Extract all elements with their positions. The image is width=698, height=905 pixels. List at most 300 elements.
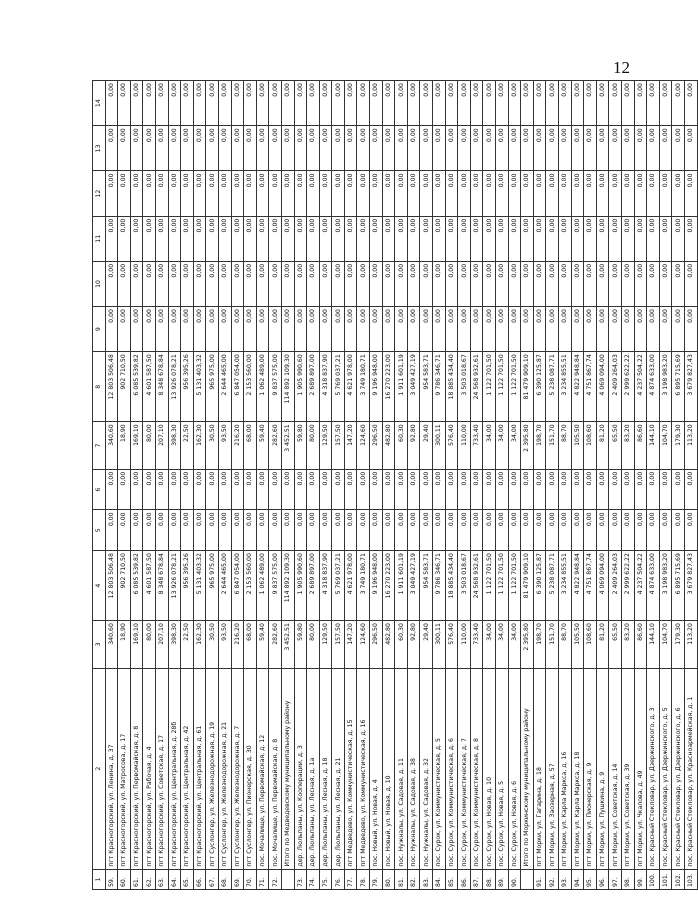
table-row [672,81,685,890]
column-number: 1 [93,869,106,889]
cell-c10: 0,00 [294,261,307,306]
cell-c4: 6 895 715,69 [672,551,685,621]
cell-c13: 0,00 [155,126,168,171]
cell-c12: 0,00 [634,171,647,216]
cell-no: 100. [647,869,660,889]
cell-c12: 0,00 [269,171,282,216]
cell-c14: 0,00 [181,81,194,126]
cell-c13: 0,00 [193,126,206,171]
cell-c11: 0,00 [344,216,357,261]
cell-address: пос. Нужналы, ул. Садовая, д. 32 [420,668,433,869]
cell-c6: 0,00 [647,469,660,510]
cell-c5: 0,00 [647,510,660,551]
cell-c9: 0,00 [584,307,597,352]
cell-c5: 0,00 [281,510,294,551]
cell-c9: 0,00 [105,307,118,352]
cell-c4: 2 689 897,00 [307,551,320,621]
cell-no: 61. [130,869,143,889]
table-row [584,81,597,890]
table-row [684,81,697,890]
cell-c3: 92,80 [407,621,420,668]
cell-c7: 108,60 [584,422,597,469]
cell-c14: 0,00 [332,81,345,126]
cell-address: пгт Морки, ул. Чкалова, д. 49 [634,668,647,869]
cell-c13: 0,00 [357,126,370,171]
cell-no: 78. [357,869,370,889]
cell-address: пос. Сурок, ул. Коммунистическая, д. 7 [458,668,471,869]
cell-c13: 0,00 [130,126,143,171]
cell-c4: 1 911 601,19 [395,551,408,621]
cell-c8: 6 085 539,82 [130,352,143,422]
cell-address: пгт Морки, ул. Гагарина, д. 18 [533,668,546,869]
cell-c6: 0,00 [395,469,408,510]
cell-c14: 0,00 [357,81,370,126]
cell-c6: 0,00 [269,469,282,510]
cell-c7: 296,50 [370,422,383,469]
cell-c5: 0,00 [370,510,383,551]
cell-c9: 0,00 [508,307,521,352]
cell-c4: 956 395,26 [181,551,194,621]
cell-c5: 0,00 [319,510,332,551]
cell-c10: 0,00 [344,261,357,306]
cell-c7: 576,40 [445,422,458,469]
cell-c11: 0,00 [382,216,395,261]
cell-c10: 0,00 [483,261,496,306]
cell-c8: 4 069 094,00 [596,352,609,422]
column-number: 12 [93,171,106,216]
cell-c11: 0,00 [281,216,294,261]
cell-c5: 0,00 [621,510,634,551]
table-row [382,81,395,890]
cell-address: пгт Красногорский, ул. Матросова, д. 17 [118,668,131,869]
cell-c3: 162,30 [193,621,206,668]
cell-c3: 157,50 [332,621,345,668]
cell-c9: 0,00 [281,307,294,352]
cell-c5: 0,00 [584,510,597,551]
cell-c12: 0,00 [130,171,143,216]
column-number: 4 [93,551,106,621]
cell-c14: 0,00 [319,81,332,126]
column-number: 11 [93,216,106,261]
cell-c3: 80,00 [143,621,156,668]
cell-c3: 30,50 [206,621,219,668]
cell-c13: 0,00 [445,126,458,171]
cell-address: пгт Суслонгер, ул. Железнодорожная, д. 21 [218,668,231,869]
cell-no: 60. [118,869,131,889]
cell-c12: 0,00 [496,171,509,216]
cell-c5: 0,00 [483,510,496,551]
cell-c7: 34,00 [483,422,496,469]
cell-c12: 0,00 [571,171,584,216]
cell-c7: 59,80 [294,422,307,469]
table-row [407,81,420,890]
cell-c10: 0,00 [256,261,269,306]
cell-c14: 0,00 [634,81,647,126]
cell-c14: 0,00 [546,81,559,126]
cell-c12: 0,00 [584,171,597,216]
cell-c9: 0,00 [496,307,509,352]
cell-c12: 0,00 [382,171,395,216]
cell-c6: 0,00 [445,469,458,510]
cell-c8: 3 679 827,43 [684,352,697,422]
cell-c3: 59,40 [256,621,269,668]
table-row [558,81,571,890]
cell-c4: 9 786 346,71 [433,551,446,621]
cell-c10: 0,00 [647,261,660,306]
cell-c3: 482,80 [382,621,395,668]
table-row [609,81,622,890]
cell-c10: 0,00 [395,261,408,306]
cell-c6: 0,00 [105,469,118,510]
cell-c14: 0,00 [269,81,282,126]
cell-c8: 4 601 587,50 [143,352,156,422]
cell-c7: 34,00 [508,422,521,469]
cell-c3: 113,20 [684,621,697,668]
table-row [206,81,219,890]
cell-c9: 0,00 [319,307,332,352]
cell-c10: 0,00 [155,261,168,306]
cell-c5: 0,00 [307,510,320,551]
cell-no: 75. [319,869,332,889]
cell-c8: 4 822 948,84 [571,352,584,422]
cell-c8: 8 348 678,84 [155,352,168,422]
cell-c14: 0,00 [470,81,483,126]
cell-c3: 60,30 [395,621,408,668]
cell-c8: 2 409 264,03 [609,352,622,422]
cell-c4: 3 049 427,19 [407,551,420,621]
cell-c5: 0,00 [382,510,395,551]
cell-address: пгт Красногорский, ул. Первомайская, д. 8 [130,668,143,869]
cell-address: Итого по Моркинскому муниципальному району [521,668,534,869]
cell-c3: 81,20 [596,621,609,668]
cell-c13: 0,00 [143,126,156,171]
cell-c5: 0,00 [168,510,181,551]
cell-c13: 0,00 [382,126,395,171]
cell-c14: 0,00 [647,81,660,126]
cell-c8: 6 895 715,69 [672,352,685,422]
cell-c10: 0,00 [269,261,282,306]
cell-c8: 1 122 701,50 [508,352,521,422]
cell-c4: 6 390 125,87 [533,551,546,621]
cell-c12: 0,00 [294,171,307,216]
cell-c13: 0,00 [571,126,584,171]
table-row [332,81,345,890]
cell-c12: 0,00 [118,171,131,216]
cell-c5: 0,00 [634,510,647,551]
table-row [294,81,307,890]
cell-c8: 5 131 403,32 [193,352,206,422]
cell-c10: 0,00 [118,261,131,306]
cell-c12: 0,00 [558,171,571,216]
cell-no: 102. [672,869,685,889]
cell-c8: 954 583,71 [420,352,433,422]
cell-c5: 0,00 [659,510,672,551]
cell-c7: 22,50 [181,422,194,469]
cell-c7: 147,20 [344,422,357,469]
cell-address: пос. Нужналы, ул. Садовая, д. 11 [395,668,408,869]
cell-c9: 0,00 [244,307,257,352]
cell-c14: 0,00 [596,81,609,126]
cell-c4: 4 621 978,00 [344,551,357,621]
cell-c14: 0,00 [508,81,521,126]
cell-c7: 300,11 [433,422,446,469]
cell-c5: 0,00 [420,510,433,551]
cell-c14: 0,00 [344,81,357,126]
cell-c11: 0,00 [621,216,634,261]
cell-c14: 0,00 [558,81,571,126]
cell-c3: 151,70 [546,621,559,668]
cell-c3: 576,40 [445,621,458,668]
cell-c11: 0,00 [256,216,269,261]
cell-c8: 3 049 427,19 [407,352,420,422]
cell-c9: 0,00 [181,307,194,352]
cell-c6: 0,00 [659,469,672,510]
cell-c11: 0,00 [118,216,131,261]
cell-address: дер. Люльпаны, ул. Кооперации, д. 3 [294,668,307,869]
cell-c5: 0,00 [533,510,546,551]
cell-c6: 0,00 [533,469,546,510]
cell-c7: 88,70 [558,422,571,469]
cell-c5: 0,00 [181,510,194,551]
cell-c4: 965 975,00 [206,551,219,621]
cell-c7: 86,60 [634,422,647,469]
table-row [269,81,282,890]
cell-c9: 0,00 [433,307,446,352]
cell-c11: 0,00 [357,216,370,261]
cell-c12: 0,00 [621,171,634,216]
cell-c11: 0,00 [193,216,206,261]
cell-c3: 108,60 [584,621,597,668]
cell-c9: 0,00 [621,307,634,352]
cell-c4: 9 196 948,00 [370,551,383,621]
cell-c8: 1 122 701,50 [496,352,509,422]
cell-c13: 0,00 [609,126,622,171]
cell-c12: 0,00 [244,171,257,216]
cell-c4: 1 905 990,60 [294,551,307,621]
cell-c3: 282,60 [269,621,282,668]
cell-c4: 9 837 575,00 [269,551,282,621]
cell-c8: 5 769 037,21 [332,352,345,422]
cell-c3: 59,80 [294,621,307,668]
cell-address: пос. Нужналы, ул. Садовая, д. 38 [407,668,420,869]
cell-c8: 3 198 983,20 [659,352,672,422]
cell-c3: 104,70 [659,621,672,668]
cell-c14: 0,00 [143,81,156,126]
cell-address: пгт Красногорский, ул. Советская, д. 17 [155,668,168,869]
cell-c9: 0,00 [168,307,181,352]
cell-c3: 80,00 [307,621,320,668]
cell-c13: 0,00 [168,126,181,171]
cell-c10: 0,00 [206,261,219,306]
cell-c5: 0,00 [244,510,257,551]
cell-c14: 0,00 [206,81,219,126]
cell-c7: 3 452,51 [281,422,294,469]
cell-no: 74. [307,869,320,889]
cell-c9: 0,00 [546,307,559,352]
cell-c3: 198,70 [533,621,546,668]
cell-c6: 0,00 [256,469,269,510]
cell-c11: 0,00 [496,216,509,261]
cell-c7: 129,50 [319,422,332,469]
cell-c14: 0,00 [684,81,697,126]
cell-c5: 0,00 [344,510,357,551]
cell-c14: 0,00 [256,81,269,126]
cell-address: пос. Красный Стекловар, ул. Дзержинского, д. 5 [659,668,672,869]
rotated-sheet [92,80,695,890]
cell-no: 82. [407,869,420,889]
cell-address: пос. Новый, ул. Новая, д. 10 [382,668,395,869]
cell-c11: 0,00 [672,216,685,261]
cell-no: 83. [420,869,433,889]
cell-c10: 0,00 [319,261,332,306]
cell-c6: 0,00 [483,469,496,510]
cell-c9: 0,00 [118,307,131,352]
cell-address: пгт Медведево, ул. Коммунистическая, д. 16 [357,668,370,869]
cell-c13: 0,00 [118,126,131,171]
cell-no: 94. [571,869,584,889]
cell-c11: 0,00 [155,216,168,261]
cell-c9: 0,00 [672,307,685,352]
cell-c14: 0,00 [244,81,257,126]
cell-no: 70. [244,869,257,889]
cell-no: 99. [634,869,647,889]
cell-c5: 0,00 [407,510,420,551]
cell-c8: 81 479 909,10 [521,352,534,422]
cell-address: пгт Морки, ул. Карла Маркса, д. 16 [558,668,571,869]
cell-c7: 110,00 [458,422,471,469]
cell-c6: 0,00 [143,469,156,510]
cell-c4: 12 803 506,48 [105,551,118,621]
cell-c4: 2 644 465,00 [218,551,231,621]
cell-c7: 151,70 [546,422,559,469]
cell-c6: 0,00 [634,469,647,510]
cell-c14: 0,00 [672,81,685,126]
cell-c10: 0,00 [533,261,546,306]
table-row [533,81,546,890]
cell-c14: 0,00 [218,81,231,126]
cell-c8: 3 234 855,51 [558,352,571,422]
cell-c11: 0,00 [445,216,458,261]
cell-c4: 1 122 701,50 [508,551,521,621]
cell-c5: 0,00 [672,510,685,551]
cell-c13: 0,00 [458,126,471,171]
cell-c9: 0,00 [344,307,357,352]
cell-c6: 0,00 [332,469,345,510]
cell-address: пос. Мочалище, ул. Первомайская, д. 8 [269,668,282,869]
cell-c9: 0,00 [370,307,383,352]
cell-c5: 0,00 [206,510,219,551]
cell-c3: 34,00 [496,621,509,668]
cell-c10: 0,00 [382,261,395,306]
cell-c10: 0,00 [445,261,458,306]
cell-c10: 0,00 [130,261,143,306]
cell-c6: 0,00 [155,469,168,510]
cell-c6: 0,00 [218,469,231,510]
cell-c12: 0,00 [218,171,231,216]
cell-c5: 0,00 [105,510,118,551]
cell-c7: 60,30 [395,422,408,469]
cell-no: 76. [332,869,345,889]
cell-c4: 16 270 223,00 [382,551,395,621]
cell-c7: 216,20 [231,422,244,469]
cell-c3: 22,50 [181,621,194,668]
cell-c3: 144,10 [647,621,660,668]
cell-c8: 1 905 990,60 [294,352,307,422]
cell-c5: 0,00 [558,510,571,551]
cell-c8: 9 837 575,00 [269,352,282,422]
table-row [659,81,672,890]
page-number: 12 [613,58,630,77]
cell-c4: 18 885 434,40 [445,551,458,621]
cell-c3: 34,00 [508,621,521,668]
cell-c8: 902 710,50 [118,352,131,422]
cell-c11: 0,00 [407,216,420,261]
cell-no: 66. [193,869,206,889]
cell-c14: 0,00 [382,81,395,126]
cell-c6: 0,00 [609,469,622,510]
cell-address: пгт Медведево, ул. Коммунистическая, д. 15 [344,668,357,869]
table-row [433,81,446,890]
column-number: 3 [93,621,106,668]
cell-c8: 2 999 622,22 [621,352,634,422]
table-row [370,81,383,890]
cell-c5: 0,00 [609,510,622,551]
cell-c11: 0,00 [659,216,672,261]
cell-c4: 2 409 264,03 [609,551,622,621]
cell-c4: 4 318 837,90 [319,551,332,621]
cell-c12: 0,00 [193,171,206,216]
cell-c3: 179,30 [672,621,685,668]
cell-c4: 4 601 587,50 [143,551,156,621]
cell-address: пгт Морки, ул. Пионерская, д. 9 [584,668,597,869]
cell-c11: 0,00 [332,216,345,261]
cell-c13: 0,00 [269,126,282,171]
cell-c8: 3 503 018,67 [458,352,471,422]
cell-c11: 0,00 [143,216,156,261]
cell-c14: 0,00 [445,81,458,126]
table-row [143,81,156,890]
cell-no: 80. [382,869,395,889]
table-row [395,81,408,890]
cell-c7: 124,60 [357,422,370,469]
cell-c7: 207,10 [155,422,168,469]
cell-address: пос. Сурок, ул. Новая, д. 5 [496,668,509,869]
cell-no: 103. [684,869,697,889]
cell-c9: 0,00 [307,307,320,352]
column-number: 10 [93,261,106,306]
cell-c4: 1 122 701,50 [483,551,496,621]
cell-no: 59. [105,869,118,889]
cell-c5: 0,00 [269,510,282,551]
cell-c6: 0,00 [496,469,509,510]
cell-c7: 29,40 [420,422,433,469]
cell-c5: 0,00 [546,510,559,551]
cell-c10: 0,00 [470,261,483,306]
cell-c9: 0,00 [357,307,370,352]
table-row [319,81,332,890]
cell-c11: 0,00 [533,216,546,261]
cell-c8: 2 644 465,00 [218,352,231,422]
cell-no: 71. [256,869,269,889]
cell-c13: 0,00 [319,126,332,171]
cell-c4: 3 198 983,20 [659,551,672,621]
cell-c12: 0,00 [546,171,559,216]
cell-c8: 9 786 346,71 [433,352,446,422]
cell-c4: 8 348 678,84 [155,551,168,621]
cell-c7: 18,90 [118,422,131,469]
cell-c7: 113,20 [684,422,697,469]
cell-c3: 216,20 [231,621,244,668]
